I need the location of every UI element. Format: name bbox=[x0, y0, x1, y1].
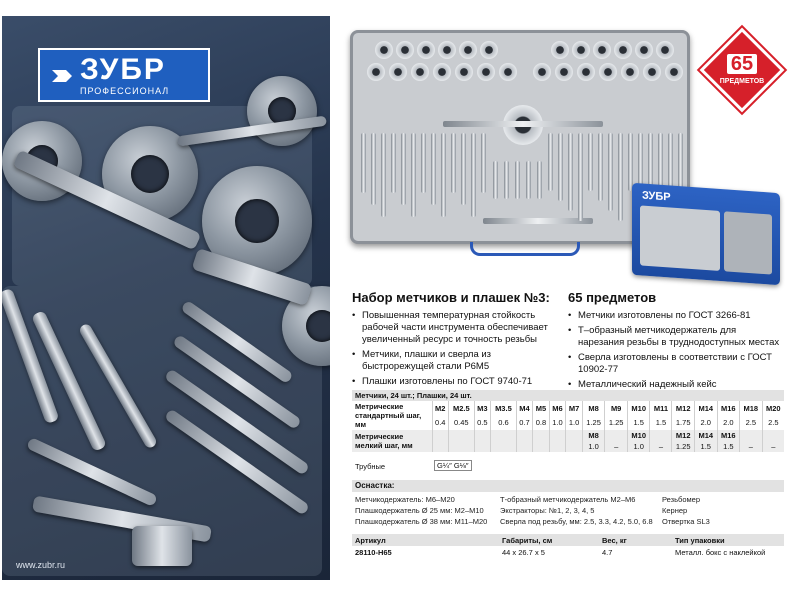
case-die bbox=[593, 41, 611, 59]
case-die bbox=[433, 63, 451, 81]
equipment-col-3 bbox=[662, 494, 782, 527]
case-drill bbox=[578, 133, 583, 221]
equipment-item: Резьбомер bbox=[662, 495, 700, 504]
spec-sizes-row-cell: M10 bbox=[627, 401, 650, 416]
case-die bbox=[643, 63, 661, 81]
case-die bbox=[417, 41, 435, 59]
case-die bbox=[411, 63, 429, 81]
case-die bbox=[455, 63, 473, 81]
spec-standard-row-cell: 0.4 bbox=[432, 416, 449, 431]
spec-fine-sizes-row-cell bbox=[491, 430, 517, 441]
case-tap bbox=[411, 133, 416, 217]
footer-header-dimensions: Габариты, см bbox=[502, 536, 553, 545]
equipment-item: Сверла под резьбу, мм: 2.5, 3.3, 4.2, 5.0, 6.8 bbox=[500, 517, 653, 526]
case-die bbox=[459, 41, 477, 59]
spec-sizes-row-cell: M11 bbox=[650, 401, 672, 416]
spec-standard-row-cell: 0.8 bbox=[533, 416, 550, 431]
spec-standard-row-cell: 1.5 bbox=[650, 416, 672, 431]
case-extractor bbox=[515, 161, 520, 199]
spec-sizes-row-cell: M18 bbox=[740, 401, 763, 416]
brand-subtitle: ПРОФЕССИОНАЛ bbox=[80, 85, 170, 96]
equipment-item: Кернер bbox=[662, 506, 688, 515]
case-die bbox=[375, 41, 393, 59]
spec-fine-row-cell bbox=[533, 441, 550, 452]
pipe-row bbox=[352, 458, 784, 474]
equipment-col-2 bbox=[500, 494, 660, 527]
spec-fine-sizes-row-cell: M12 bbox=[672, 430, 695, 441]
case-die bbox=[367, 63, 385, 81]
footer-dimensions: 44 х 26.7 х 5 bbox=[502, 548, 545, 557]
spec-fine-row-cell bbox=[516, 441, 533, 452]
footer-header-packaging: Тип упаковки bbox=[675, 536, 725, 545]
case-extractor bbox=[504, 161, 509, 199]
brand-name: ЗУБР bbox=[80, 52, 166, 86]
footer-header-row bbox=[352, 534, 784, 546]
wrench-block bbox=[132, 526, 192, 566]
case-tap bbox=[461, 133, 466, 205]
spec-fine-row-cell bbox=[549, 441, 566, 452]
case-die bbox=[656, 41, 674, 59]
footer-table bbox=[352, 534, 784, 560]
case-die bbox=[438, 41, 456, 59]
case-drill bbox=[558, 133, 563, 201]
bullets-right bbox=[568, 310, 782, 394]
case-drill bbox=[618, 133, 623, 221]
equipment-item: Плашкодержатель Ø 38 мм: М11–М20 bbox=[355, 517, 488, 526]
spec-fine-row-cell bbox=[449, 441, 475, 452]
spec-fine-row-cell bbox=[491, 441, 517, 452]
spec-standard-row-cell: 2.0 bbox=[717, 416, 740, 431]
count-badge-text bbox=[712, 54, 772, 85]
bullet-right-3: • Сверла изготовлены в соответствии с ГОСТ 10902-77 bbox=[568, 352, 782, 376]
spec-fine-sizes-row-cell bbox=[740, 430, 763, 441]
equipment-item: Плашкодержатель Ø 25 мм: М2–М10 bbox=[355, 506, 484, 515]
case-die bbox=[396, 41, 414, 59]
spec-fine-sizes-row-cell: M8 bbox=[582, 430, 605, 441]
spec-standard-row-cell: 0.6 bbox=[491, 416, 517, 431]
spec-standard-row-cell: 1.0 bbox=[566, 416, 583, 431]
mini-case-inner-2 bbox=[724, 211, 772, 274]
spec-sizes-row-cell: M9 bbox=[605, 401, 628, 416]
case-die bbox=[389, 63, 407, 81]
pipe-values: G¼″ G⅛″ bbox=[434, 460, 472, 471]
spec-fine-sizes-row-cell bbox=[762, 430, 784, 441]
case-die bbox=[477, 63, 495, 81]
equipment-item: Отвертка SL3 bbox=[662, 517, 710, 526]
case-die bbox=[635, 41, 653, 59]
spec-sizes-row-cell: M4 bbox=[516, 401, 533, 416]
footer-header-article: Артикул bbox=[355, 536, 386, 545]
spec-fine-sizes-row-cell bbox=[474, 430, 491, 441]
spec-fine-row-cell bbox=[474, 441, 491, 452]
case-tap bbox=[441, 133, 446, 217]
spec-standard-row-cell: 2.0 bbox=[694, 416, 717, 431]
case-drill bbox=[598, 133, 603, 201]
case-die bbox=[599, 63, 617, 81]
spec-fine-sizes-row-label: Метрические мелкий шаг, мм bbox=[352, 430, 432, 452]
spec-fine-sizes-row-cell bbox=[516, 430, 533, 441]
case-die bbox=[480, 41, 498, 59]
spec-sizes-row-cell: M5 bbox=[533, 401, 550, 416]
case-drill bbox=[548, 133, 553, 191]
case-extractor bbox=[526, 161, 531, 199]
footer-packaging: Металл. бокс с наклейкой bbox=[675, 548, 766, 557]
spec-sizes-row-cell: M6 bbox=[549, 401, 566, 416]
case-die bbox=[665, 63, 683, 81]
footer-value-row bbox=[352, 546, 784, 560]
spec-sizes-row-cell: M7 bbox=[566, 401, 583, 416]
case-drill bbox=[628, 133, 633, 191]
equipment-item: Метчикодержатель: М6–М20 bbox=[355, 495, 455, 504]
spec-fine-row-cell: 1.5 bbox=[694, 441, 717, 452]
spec-standard-row-cell: 0.45 bbox=[449, 416, 475, 431]
bullet-left-3: • Плашки изготовлены по ГОСТ 9740-71 bbox=[352, 376, 560, 388]
spec-fine-row-cell: 1.25 bbox=[672, 441, 695, 452]
spec-fine-row-cell: 1.0 bbox=[582, 441, 605, 452]
badge-number: 65 bbox=[727, 54, 757, 74]
bullet-right-2: • Т–образный метчикодержатель для нарезания резьбы в труднодоступных местах bbox=[568, 325, 782, 349]
spec-fine-row-cell: – bbox=[740, 441, 763, 452]
footer-header-weight: Вес, кг bbox=[602, 536, 627, 545]
spec-title: Метчики, 24 шт.; Плашки, 24 шт. bbox=[352, 390, 784, 401]
spec-fine-sizes-row-cell: M14 bbox=[694, 430, 717, 441]
case-tap bbox=[371, 133, 376, 205]
bullet-right-4: • Металлический надежный кейс bbox=[568, 379, 782, 391]
case-holder bbox=[443, 121, 603, 127]
case-tap bbox=[451, 133, 456, 193]
spec-standard-row-cell: 1.25 bbox=[582, 416, 605, 431]
equipment-item: Экстракторы: №1, 2, 3, 4, 5 bbox=[500, 506, 595, 515]
case-tap bbox=[421, 133, 426, 193]
spec-standard-row-cell: 1.25 bbox=[605, 416, 628, 431]
case-tap bbox=[431, 133, 436, 205]
spec-fine-row-cell: – bbox=[650, 441, 672, 452]
site-url: www.zubr.ru bbox=[16, 560, 66, 570]
die-3 bbox=[247, 76, 317, 146]
spec-sizes-row-cell: M16 bbox=[717, 401, 740, 416]
spec-sizes-row-cell: M3.5 bbox=[491, 401, 517, 416]
case-die bbox=[577, 63, 595, 81]
spec-fine-sizes-row-cell bbox=[566, 430, 583, 441]
spec-sizes-row-label: Метрические стандартный шаг, мм bbox=[355, 402, 422, 429]
spec-table bbox=[352, 390, 784, 452]
spec-title-row bbox=[352, 390, 784, 401]
spec-fine-sizes-row-cell bbox=[549, 430, 566, 441]
spec-fine-sizes-row-cell bbox=[449, 430, 475, 441]
pipe-label: Трубные bbox=[355, 462, 386, 471]
mini-case-image bbox=[632, 183, 780, 285]
spec-fine-sizes-row-cell: M10 bbox=[627, 430, 650, 441]
spec-fine-row-cell: – bbox=[762, 441, 784, 452]
case-tap bbox=[361, 133, 366, 193]
spec-fine-row-cell: 1.0 bbox=[627, 441, 650, 452]
equipment-col-1 bbox=[355, 494, 495, 527]
equipment-item: Т-образный метчикодержатель М2–М6 bbox=[500, 495, 636, 504]
mini-case-label: ЗУБР bbox=[642, 189, 671, 204]
spec-fine-row-cell: – bbox=[605, 441, 628, 452]
case-drill bbox=[668, 133, 673, 191]
case-tap bbox=[381, 133, 386, 217]
spec-standard-row-cell: 1.75 bbox=[672, 416, 695, 431]
case-tap bbox=[481, 133, 486, 193]
footer-weight: 4.7 bbox=[602, 548, 613, 557]
case-tap bbox=[391, 133, 396, 193]
spec-fine-sizes-row-cell bbox=[605, 430, 628, 441]
bullet-left-1: • Повышенная температурная стойкость рабочей части инструмента обеспечивает увеличенный ресурс и точность резьбы bbox=[352, 310, 560, 346]
product-photo bbox=[2, 16, 330, 580]
case-drill bbox=[568, 133, 573, 211]
spec-sizes-row bbox=[352, 401, 784, 416]
case-die bbox=[614, 41, 632, 59]
spec-fine-row-cell bbox=[432, 441, 449, 452]
case-die bbox=[533, 63, 551, 81]
spec-standard-row-cell: 0.5 bbox=[474, 416, 491, 431]
spec-standard-row-cell: 2.5 bbox=[740, 416, 763, 431]
case-holder-2 bbox=[483, 218, 593, 224]
case-die bbox=[555, 63, 573, 81]
spec-sizes-row-cell: M2.5 bbox=[449, 401, 475, 416]
badge-word: ПРЕДМЕТОВ bbox=[719, 78, 765, 85]
spec-fine-sizes-row-cell bbox=[432, 430, 449, 441]
bullet-left-2: • Метчики, плашки и сверла из быстрорежущей стали Р6М5 bbox=[352, 349, 560, 373]
spec-fine-sizes-row-cell bbox=[650, 430, 672, 441]
spec-sizes-row-cell: M20 bbox=[762, 401, 784, 416]
headline-right: 65 предметов bbox=[568, 290, 657, 305]
spec-fine-sizes-row bbox=[352, 430, 784, 441]
case-tap bbox=[471, 133, 476, 217]
bullet-right-1: • Метчики изготовлены по ГОСТ 3266-81 bbox=[568, 310, 782, 322]
case-extractor bbox=[493, 161, 498, 199]
case-handle bbox=[470, 242, 580, 256]
spec-sizes-row-cell: M14 bbox=[694, 401, 717, 416]
spec-sizes-row-cell: M3 bbox=[474, 401, 491, 416]
case-drill bbox=[588, 133, 593, 191]
spec-standard-row-cell: 2.5 bbox=[762, 416, 784, 431]
spec-fine-sizes-row-cell bbox=[533, 430, 550, 441]
equipment-title: Оснастка: bbox=[352, 480, 784, 492]
bullets-left bbox=[352, 310, 560, 391]
spec-fine-row-cell bbox=[566, 441, 583, 452]
brand-logo bbox=[38, 48, 210, 102]
case-die bbox=[621, 63, 639, 81]
spec-fine-sizes-row-cell: M16 bbox=[717, 430, 740, 441]
footer-article: 28110-H65 bbox=[355, 548, 392, 557]
case-die bbox=[551, 41, 569, 59]
spec-standard-row-cell: 0.7 bbox=[516, 416, 533, 431]
spec-sizes-row-cell: M8 bbox=[582, 401, 605, 416]
mini-case-inner bbox=[640, 205, 720, 271]
logo-arrow-icon bbox=[50, 66, 74, 86]
spec-sizes-row-cell: M12 bbox=[672, 401, 695, 416]
case-die bbox=[499, 63, 517, 81]
case-tap bbox=[401, 133, 406, 205]
case-drill bbox=[608, 133, 613, 211]
headline-left: Набор метчиков и плашек №3: bbox=[352, 290, 550, 305]
spec-fine-row-cell: 1.5 bbox=[717, 441, 740, 452]
case-extractor bbox=[537, 161, 542, 199]
case-die bbox=[572, 41, 590, 59]
spec-sizes-row-cell: M2 bbox=[432, 401, 449, 416]
spec-standard-row-cell: 1.5 bbox=[627, 416, 650, 431]
spec-standard-row-cell: 1.0 bbox=[549, 416, 566, 431]
